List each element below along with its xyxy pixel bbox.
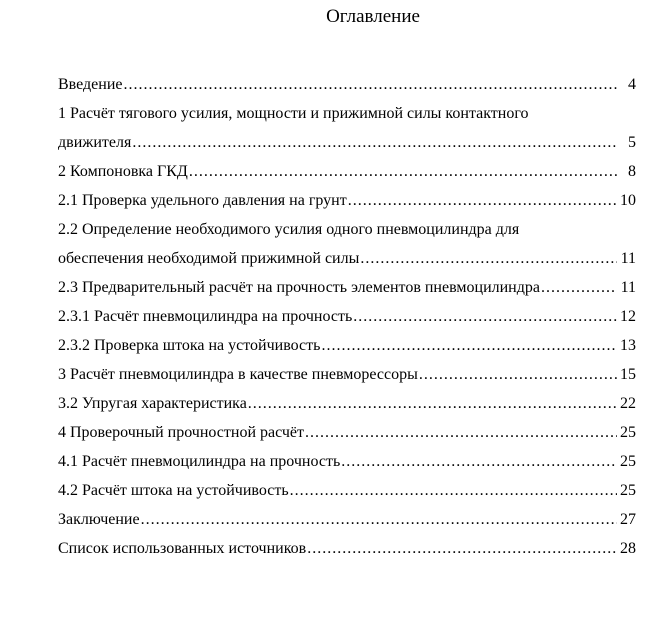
toc-page-number: 28 [620, 540, 636, 557]
toc-entry-text: Введение [58, 76, 123, 93]
toc-entry-text: Заключение [58, 511, 140, 528]
toc-entry-introduction[interactable] [58, 70, 636, 99]
toc-dot-leader [290, 476, 617, 505]
toc-dot-leader [360, 244, 617, 273]
toc-dot-leader [124, 70, 618, 99]
toc-page-number: 15 [620, 366, 636, 383]
toc-page-number: 8 [628, 163, 636, 180]
toc-entry-text: 3.2 Упругая характеристика [58, 395, 247, 412]
toc-dot-leader [419, 360, 617, 389]
toc-page-number: 10 [620, 192, 636, 209]
toc-entry-text: 2 Компоновка ГКД [58, 163, 188, 180]
toc-dot-leader [132, 128, 617, 157]
table-of-contents [58, 70, 636, 563]
page-title: Оглавление [326, 6, 420, 27]
toc-dot-leader [189, 157, 617, 186]
toc-entry-text: 2.3 Предварительный расчёт на прочность элементов пневмоцилиндра [58, 279, 540, 296]
toc-page-number: 25 [620, 424, 636, 441]
toc-entry-section-4[interactable] [58, 418, 636, 447]
toc-entry-text: движителя [58, 134, 132, 151]
toc-entry-text: 4.1 Расчёт пневмоцилиндра на прочность [58, 453, 341, 470]
toc-entry-references[interactable] [58, 534, 636, 563]
toc-dot-leader [321, 331, 617, 360]
toc-entry-section-3-2[interactable] [58, 389, 636, 418]
toc-entry-text-line1: 1 Расчёт тягового усилия, мощности и прижимной силы контактного [58, 105, 529, 122]
toc-entry-section-2-3-2[interactable] [58, 331, 636, 360]
toc-entry-conclusion[interactable] [58, 505, 636, 534]
toc-entry-text: 3 Расчёт пневмоцилиндра в качестве пневморессоры [58, 366, 418, 383]
toc-dot-leader [141, 505, 617, 534]
toc-page-number: 12 [620, 308, 636, 325]
toc-dot-leader [341, 447, 617, 476]
toc-entry-text: 4 Проверочный прочностной расчёт [58, 424, 305, 441]
toc-page-number: 13 [620, 337, 636, 354]
toc-entry-text: обеспечения необходимой прижимной силы [58, 250, 360, 267]
toc-entry-text: 2.3.2 Проверка штока на устойчивость [58, 337, 321, 354]
toc-page-number: 27 [620, 511, 636, 528]
toc-page-number: 4 [628, 76, 636, 93]
toc-page-number: 11 [620, 250, 636, 267]
toc-entry-section-3[interactable] [58, 360, 636, 389]
toc-entry-section-2-3-1[interactable] [58, 302, 636, 331]
toc-entry-section-4-1[interactable] [58, 447, 636, 476]
toc-entry-text-line1: 2.2 Определение необходимого усилия одного пневмоцилиндра для [58, 221, 520, 238]
toc-page-number: 25 [620, 453, 636, 470]
toc-page-number: 5 [628, 134, 636, 151]
toc-dot-leader [248, 389, 617, 418]
toc-entry-text: Список использованных источников [58, 540, 307, 557]
toc-entry-section-1[interactable] [58, 99, 636, 157]
toc-entry-section-4-2[interactable] [58, 476, 636, 505]
toc-page-number: 22 [620, 395, 636, 412]
toc-page-number: 11 [620, 279, 636, 296]
toc-entry-text: 4.2 Расчёт штока на устойчивость [58, 482, 289, 499]
toc-dot-leader [305, 418, 617, 447]
toc-entry-text: 2.1 Проверка удельного давления на грунт [58, 192, 347, 209]
toc-dot-leader [348, 186, 617, 215]
toc-entry-section-2[interactable] [58, 157, 636, 186]
toc-dot-leader [541, 273, 617, 302]
toc-entry-text: 2.3.1 Расчёт пневмоцилиндра на прочность [58, 308, 353, 325]
toc-entry-section-2-2[interactable] [58, 215, 636, 273]
toc-dot-leader [307, 534, 617, 563]
toc-dot-leader [353, 302, 617, 331]
toc-entry-section-2-3[interactable] [58, 273, 636, 302]
toc-page-number: 25 [620, 482, 636, 499]
toc-entry-section-2-1[interactable] [58, 186, 636, 215]
